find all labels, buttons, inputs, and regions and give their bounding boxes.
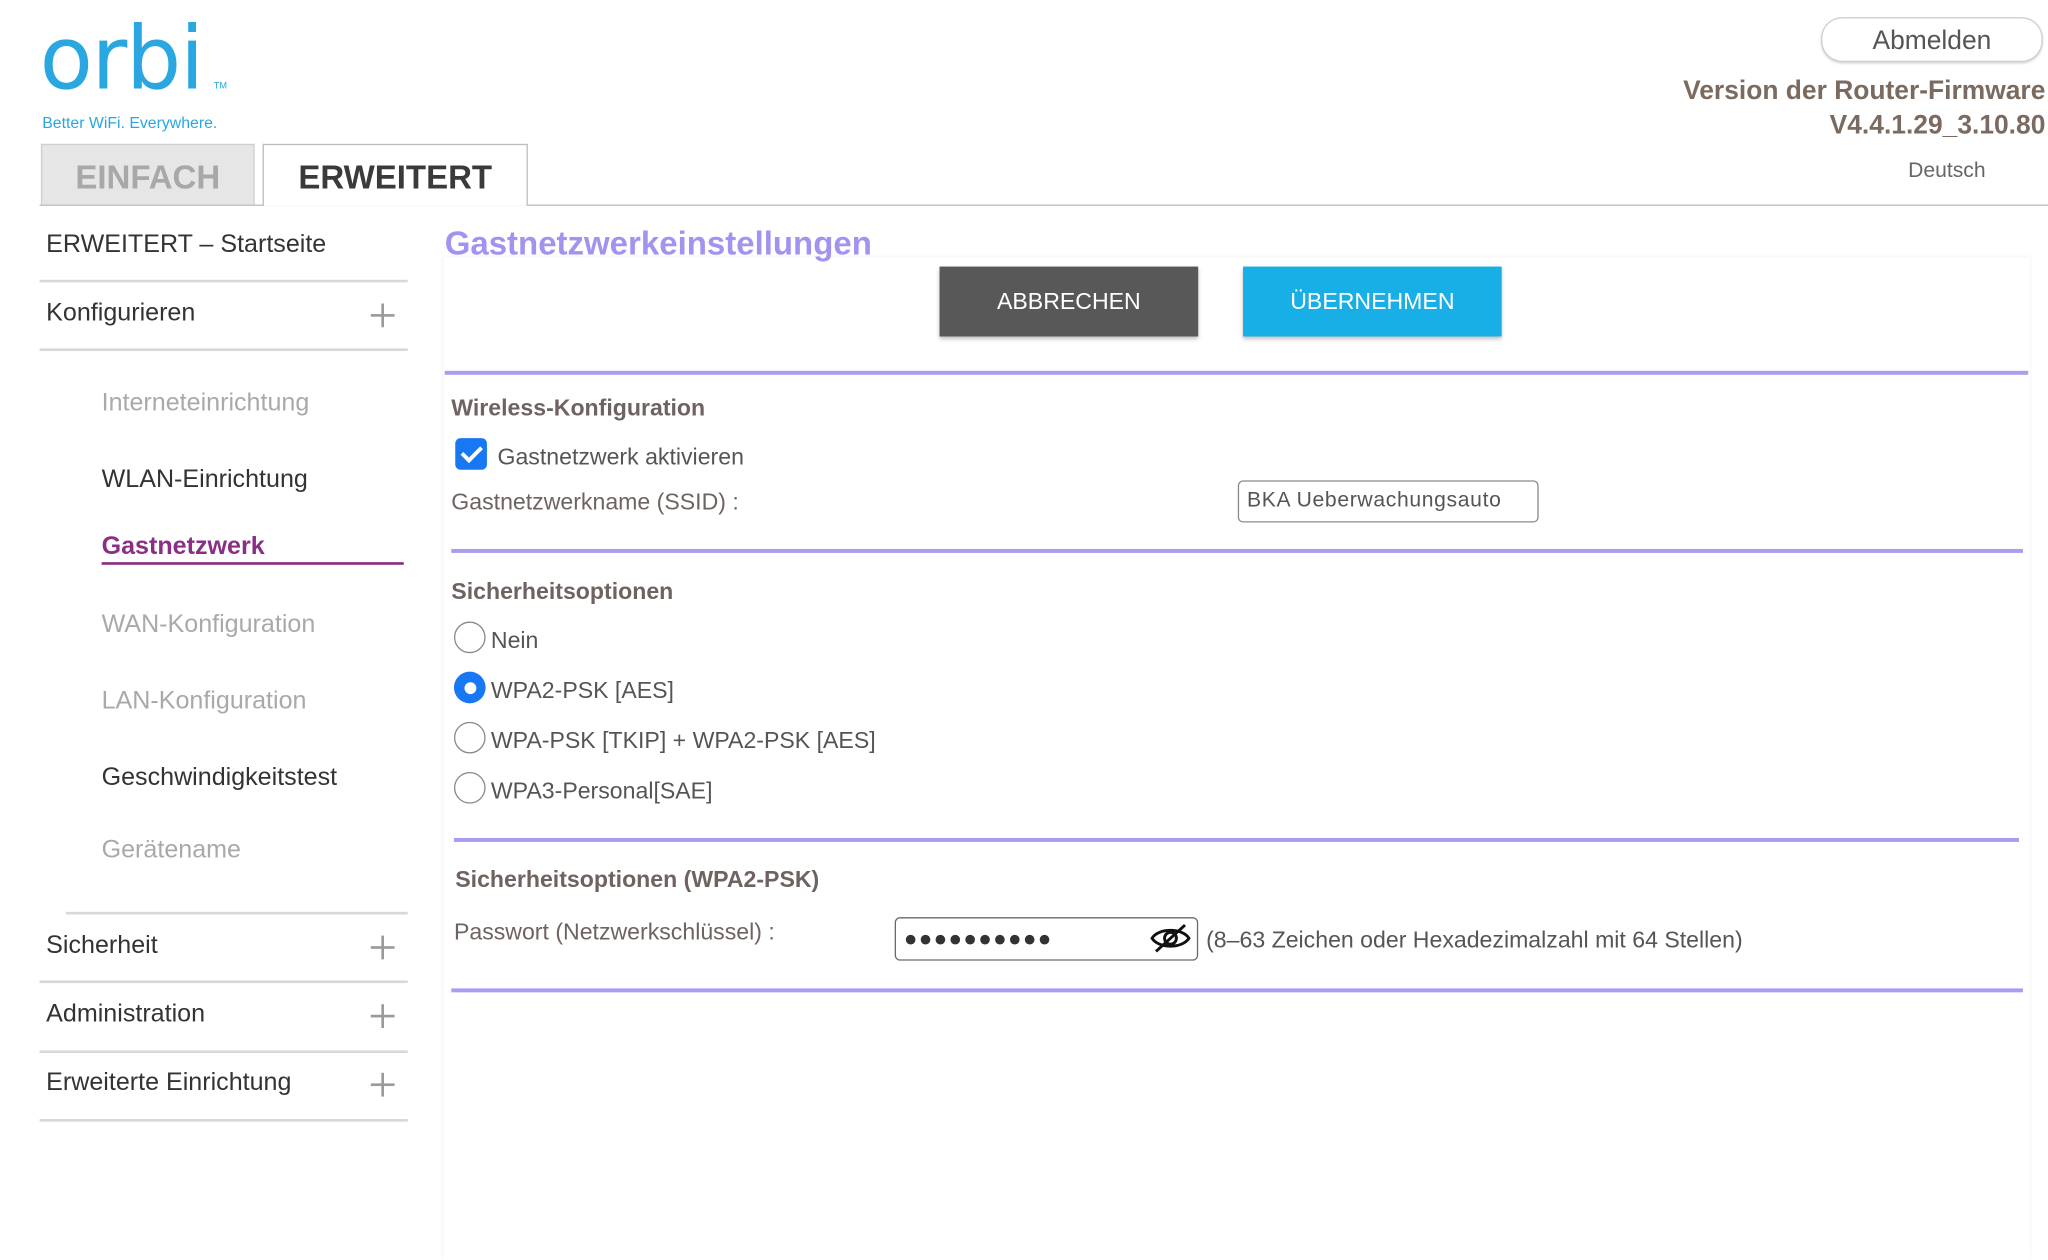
- logo-trademark: TM: [213, 81, 228, 92]
- sidebar-divider: [40, 280, 408, 283]
- sidebar-subitem-speedtest[interactable]: Geschwindigkeitstest: [101, 764, 338, 792]
- section-divider: [451, 988, 2023, 992]
- sidebar-subitem-lan[interactable]: LAN-Konfiguration: [101, 687, 307, 716]
- sidebar-subitem-wan[interactable]: WAN-Konfiguration: [101, 610, 316, 639]
- tab-erweitert[interactable]: ERWEITERT: [263, 144, 528, 206]
- wpa2-section-title: Sicherheitsoptionen (WPA2-PSK): [455, 865, 820, 893]
- sidebar-divider: [40, 1050, 408, 1053]
- ssid-label: Gastnetzwerkname (SSID) :: [451, 488, 739, 515]
- password-input[interactable]: [895, 917, 1199, 961]
- enable-guest-network-checkbox[interactable]: [455, 438, 487, 470]
- security-option-wpa-wpa2-label[interactable]: WPA-PSK [TKIP] + WPA2-PSK [AES]: [490, 727, 876, 754]
- expand-administration-icon[interactable]: [368, 1002, 397, 1031]
- sidebar-divider: [40, 348, 408, 351]
- security-radio-none[interactable]: [454, 622, 486, 654]
- sidebar-divider: [40, 1119, 408, 1122]
- security-radio-wpa-wpa2[interactable]: [454, 722, 486, 754]
- enable-guest-network-label[interactable]: Gastnetzwerk aktivieren: [497, 443, 744, 470]
- sidebar-subitem-internet[interactable]: Interneteinrichtung: [101, 389, 310, 417]
- password-masked-value: ●●●●●●●●●●: [903, 926, 1053, 952]
- sidebar-divider: [40, 980, 408, 983]
- security-radio-wpa3[interactable]: [454, 772, 486, 804]
- password-label: Passwort (Netzwerkschlüssel) :: [453, 918, 775, 945]
- sidebar-item-home[interactable]: ERWEITERT – Startseite: [46, 230, 327, 259]
- eye-slash-icon[interactable]: [1149, 922, 1191, 954]
- sidebar-divider: [66, 912, 408, 915]
- section-divider: [445, 371, 2029, 375]
- logo-tagline: Better WiFi. Everywhere.: [42, 113, 218, 132]
- section-divider: [451, 549, 2023, 553]
- firmware-version: V4.4.1.29_3.10.80: [1829, 110, 2046, 140]
- ssid-input[interactable]: BKA Ueberwachungsauto: [1238, 480, 1539, 522]
- language-selector[interactable]: Deutsch: [1908, 159, 1986, 183]
- apply-button[interactable]: ÜBERNEHMEN: [1243, 267, 1502, 337]
- wireless-section-title: Wireless-Konfiguration: [451, 394, 706, 421]
- cancel-button[interactable]: ABBRECHEN: [940, 267, 1199, 337]
- security-option-wpa2-label[interactable]: WPA2-PSK [AES]: [490, 676, 674, 704]
- logout-button[interactable]: Abmelden: [1821, 17, 2043, 62]
- expand-security-icon[interactable]: [368, 933, 397, 962]
- sidebar-subitem-guest-network[interactable]: Gastnetzwerk: [101, 533, 265, 561]
- password-hint: (8–63 Zeichen oder Hexadezimalzahl mit 64 Stellen): [1206, 926, 1743, 953]
- sidebar-subitem-device-name[interactable]: Gerätename: [101, 836, 241, 865]
- page-title: Gastnetzwerkeinstellungen: [444, 225, 872, 263]
- logo-wordmark: orbi: [39, 7, 203, 110]
- section-divider: [454, 838, 2019, 842]
- sidebar-subitem-wlan[interactable]: WLAN-Einrichtung: [101, 465, 308, 494]
- sidebar-item-security[interactable]: Sicherheit: [46, 931, 158, 960]
- firmware-title: Version der Router-Firmware: [1683, 76, 2046, 106]
- sidebar-item-administration[interactable]: Administration: [46, 1000, 206, 1028]
- sidebar-item-advanced-setup[interactable]: Erweiterte Einrichtung: [46, 1068, 292, 1097]
- security-section-title: Sicherheitsoptionen: [451, 577, 674, 605]
- security-radio-wpa2[interactable]: [454, 672, 486, 704]
- security-option-wpa3-label[interactable]: WPA3-Personal[SAE]: [490, 777, 713, 804]
- tab-einfach[interactable]: EINFACH: [41, 144, 255, 205]
- expand-advanced-setup-icon[interactable]: [368, 1070, 397, 1099]
- sidebar-item-configure[interactable]: Konfigurieren: [46, 299, 196, 328]
- active-item-underline: [102, 562, 404, 565]
- security-option-none-label[interactable]: Nein: [490, 626, 539, 654]
- expand-configure-icon[interactable]: [368, 301, 397, 330]
